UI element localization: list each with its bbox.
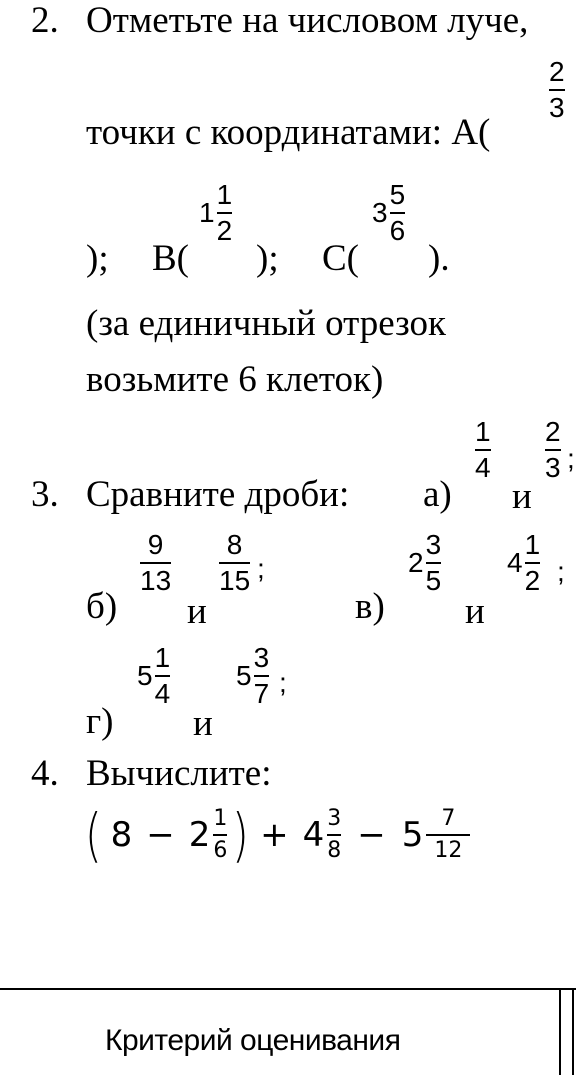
task2-label-b: В(: [152, 238, 189, 279]
fraction-3-8-denominator: 8: [327, 837, 342, 863]
mixed-c-denominator: 6: [389, 215, 406, 246]
whole-2: 2: [188, 815, 211, 855]
and-a: и: [512, 476, 532, 517]
mixed-g2-fraction: [254, 644, 270, 708]
mixed-v2-denominator: 2: [524, 565, 541, 596]
mixed-b-whole: 1: [199, 197, 215, 228]
task2-label-c: С(: [322, 238, 359, 279]
task3-label-b: б): [86, 586, 118, 627]
fraction-b2-denominator: 15: [219, 565, 251, 596]
fraction-1-6-denominator: 6: [213, 837, 228, 863]
mixed-g1: [137, 644, 170, 708]
mixed-g2-numerator: 3: [253, 642, 270, 673]
semicolon-a: ;: [567, 443, 575, 474]
fraction-7-12-denominator: 12: [434, 837, 463, 863]
semicolon-g: ;: [279, 667, 287, 698]
mixed-b-denominator: 2: [216, 215, 233, 246]
task2-close-b: );: [256, 238, 279, 279]
fraction-a1-numerator: 1: [475, 416, 491, 447]
fraction-bar: [426, 834, 470, 836]
semicolon-b: ;: [257, 553, 265, 584]
fraction-bar: [219, 562, 250, 564]
task2-close-c: ).: [428, 238, 450, 279]
task3-number: 3.: [31, 474, 59, 515]
task4-prompt: Вычислите:: [86, 753, 272, 794]
fraction-a1: [475, 418, 491, 482]
fraction-bar: [475, 449, 491, 451]
mixed-g1-denominator: 4: [154, 678, 171, 709]
fraction-a-denominator: 3: [549, 92, 565, 123]
fraction-b1: [140, 531, 171, 595]
fraction-b2: [219, 531, 250, 595]
mixed-c-numerator: 5: [389, 179, 406, 210]
fraction-a2-denominator: 3: [545, 452, 561, 483]
mixed-g2-whole: 5: [236, 660, 252, 691]
whole-4: 4: [302, 815, 325, 855]
task3-prompt: Сравните дроби:: [86, 474, 350, 515]
fraction-a2: [545, 418, 561, 482]
mixed-b: [199, 181, 232, 245]
task2-line1: Отметьте на числовом луче,: [86, 0, 529, 41]
mixed-g1-fraction: [155, 644, 171, 708]
task3-label-v: в): [355, 586, 385, 627]
mixed-b-fraction: [217, 181, 233, 245]
table-header-criterion: Критерий оценивания: [105, 1024, 401, 1057]
and-g: и: [193, 703, 213, 744]
mixed-v2: [507, 531, 540, 595]
mixed-g1-numerator: 1: [154, 642, 171, 673]
mixed-c-fraction: [390, 181, 406, 245]
mixed-v1-fraction: [426, 531, 442, 595]
fraction-7-12-numerator: 7: [441, 806, 456, 832]
fraction-a-numerator: 2: [549, 56, 565, 87]
fraction-bar: [327, 834, 341, 836]
close-paren: ): [232, 801, 250, 869]
table-top-border: [0, 988, 576, 990]
mixed-v2-fraction: [525, 531, 541, 595]
fraction-bar: [213, 834, 227, 836]
expression: [82, 800, 470, 870]
fraction-3-8: [327, 808, 341, 862]
and-b: и: [187, 591, 207, 632]
mixed-v1: [408, 531, 441, 595]
fraction-b1-denominator: 13: [140, 565, 172, 596]
fraction-1-6: [213, 808, 227, 862]
fraction-3-8-numerator: 3: [327, 806, 342, 832]
mixed-g2: [236, 644, 269, 708]
and-v: и: [465, 591, 485, 632]
mixed-v2-numerator: 1: [524, 529, 541, 560]
task3-label-a: а): [423, 474, 452, 515]
fraction-a1-denominator: 4: [475, 452, 491, 483]
open-paren: (: [84, 801, 102, 869]
table-column-divider: [559, 988, 561, 1075]
task2-note-line1: (за единичный отрезок: [86, 303, 446, 344]
fraction-b1-numerator: 9: [147, 529, 164, 560]
task2-line2: точки с координатами: А(: [86, 112, 491, 153]
mixed-v1-denominator: 5: [425, 565, 442, 596]
fraction-a: [549, 58, 565, 122]
mixed-v1-whole: 2: [408, 547, 424, 578]
fraction-bar: [390, 212, 406, 214]
task4-number: 4.: [31, 753, 59, 794]
table-column-divider: [572, 988, 574, 1075]
mixed-b-numerator: 1: [216, 179, 233, 210]
task2-note-line2: возьмите 6 клеток): [86, 359, 384, 400]
fraction-bar: [140, 562, 171, 564]
fraction-b2-numerator: 8: [226, 529, 243, 560]
whole-5: 5: [401, 815, 424, 855]
fraction-bar: [525, 562, 541, 564]
minus-sign-2: −: [357, 815, 386, 855]
mixed-c: [372, 181, 405, 245]
plus-sign: +: [260, 815, 289, 855]
mixed-c-whole: 3: [372, 197, 388, 228]
fraction-a2-numerator: 2: [545, 416, 561, 447]
fraction-bar: [217, 212, 233, 214]
term-8: 8: [110, 815, 133, 855]
task2-number: 2.: [31, 0, 59, 41]
fraction-bar: [545, 449, 561, 451]
mixed-v1-numerator: 3: [425, 529, 442, 560]
fraction-bar: [254, 675, 270, 677]
fraction-1-6-numerator: 1: [213, 806, 228, 832]
semicolon-v: ;: [557, 556, 565, 587]
minus-sign: −: [146, 815, 175, 855]
fraction-7-12: [426, 808, 470, 862]
fraction-bar: [549, 89, 565, 91]
mixed-v2-whole: 4: [507, 547, 523, 578]
fraction-bar: [155, 675, 171, 677]
fraction-bar: [426, 562, 442, 564]
task2-close-a: );: [86, 238, 109, 279]
task3-label-g: г): [86, 701, 114, 742]
mixed-g1-whole: 5: [137, 660, 153, 691]
mixed-g2-denominator: 7: [253, 678, 270, 709]
